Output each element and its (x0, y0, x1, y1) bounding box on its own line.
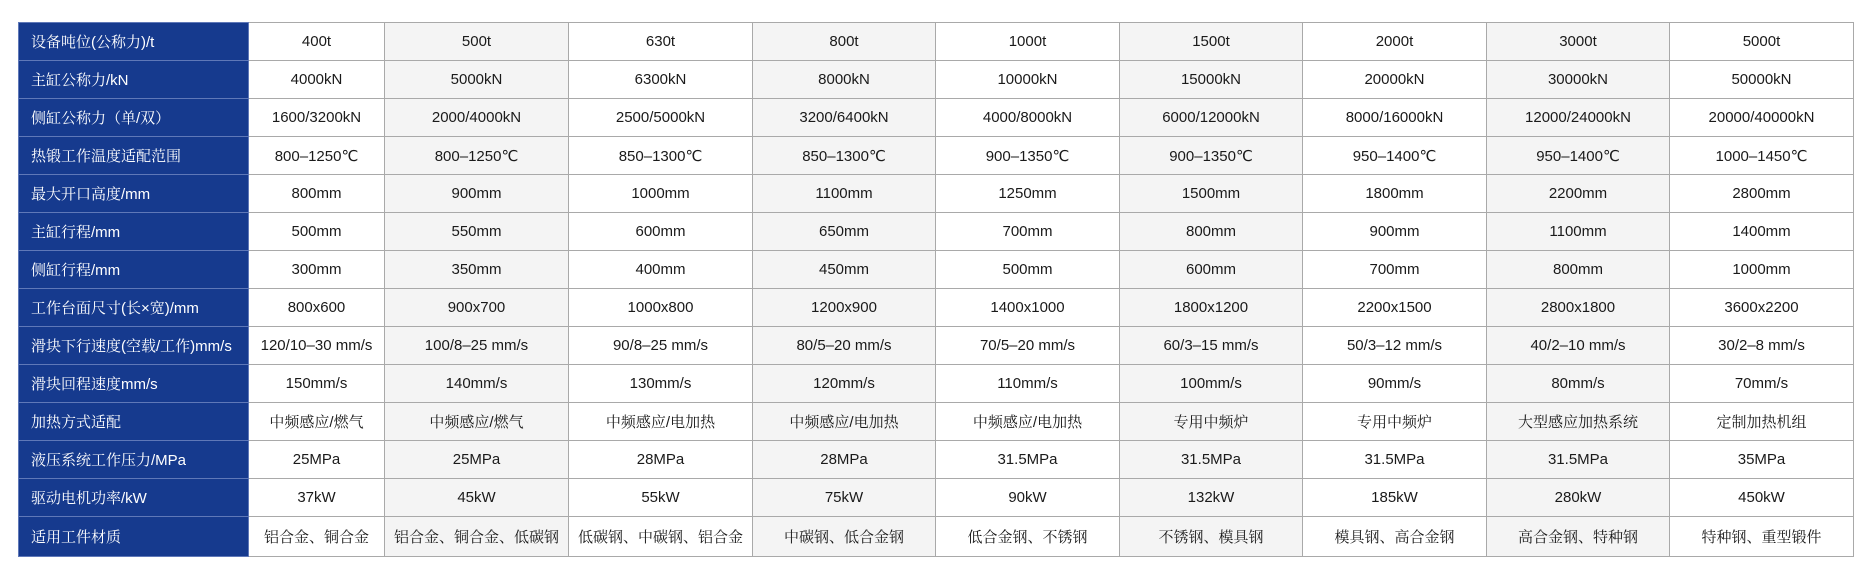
table-cell: 500mm (936, 251, 1120, 289)
table-cell: 900x700 (385, 289, 569, 327)
table-cell: 1800x1200 (1120, 289, 1303, 327)
table-cell: 30000kN (1487, 61, 1670, 99)
table-cell: 低碳钢、中碳钢、铝合金 (569, 517, 753, 557)
table-cell: 1400x1000 (936, 289, 1120, 327)
table-cell: 2000t (1303, 23, 1487, 61)
table-cell: 1000t (936, 23, 1120, 61)
table-cell: 1000–1450℃ (1670, 137, 1854, 175)
table-cell: 1000x800 (569, 289, 753, 327)
table-row (19, 251, 1854, 289)
table-row (19, 23, 1854, 61)
table-cell: 700mm (936, 213, 1120, 251)
table-cell: 950–1400℃ (1303, 137, 1487, 175)
table-row (19, 365, 1854, 403)
table-cell: 550mm (385, 213, 569, 251)
row-label: 工作台面尺寸(长×宽)/mm (19, 289, 249, 327)
table-cell: 8000kN (753, 61, 936, 99)
table-cell: 5000t (1670, 23, 1854, 61)
table-cell: 1500t (1120, 23, 1303, 61)
table-cell: 1000mm (569, 175, 753, 213)
table-row (19, 99, 1854, 137)
table-cell: 630t (569, 23, 753, 61)
table-row (19, 137, 1854, 175)
table-cell: 600mm (569, 213, 753, 251)
table-cell: 31.5MPa (1303, 441, 1487, 479)
table-cell: 定制加热机组 (1670, 403, 1854, 441)
table-row (19, 61, 1854, 99)
table-cell: 3200/6400kN (753, 99, 936, 137)
table-cell: 110mm/s (936, 365, 1120, 403)
table-cell: 20000kN (1303, 61, 1487, 99)
table-cell: 10000kN (936, 61, 1120, 99)
row-label: 适用工件材质 (19, 517, 249, 557)
table-cell: 2500/5000kN (569, 99, 753, 137)
table-cell: 300mm (249, 251, 385, 289)
table-cell: 2800x1800 (1487, 289, 1670, 327)
table-cell: 4000/8000kN (936, 99, 1120, 137)
table-cell: 12000/24000kN (1487, 99, 1670, 137)
table-cell: 130mm/s (569, 365, 753, 403)
table-row (19, 289, 1854, 327)
table-cell: 1100mm (1487, 213, 1670, 251)
table-cell: 900mm (385, 175, 569, 213)
table-cell: 专用中频炉 (1120, 403, 1303, 441)
table-cell: 1200x900 (753, 289, 936, 327)
table-cell: 2000/4000kN (385, 99, 569, 137)
table-cell: 4000kN (249, 61, 385, 99)
table-cell: 1400mm (1670, 213, 1854, 251)
table-cell: 60/3–15 mm/s (1120, 327, 1303, 365)
table-cell: 100mm/s (1120, 365, 1303, 403)
table-cell: 132kW (1120, 479, 1303, 517)
table-cell: 高合金钢、特种钢 (1487, 517, 1670, 557)
table-cell: 70/5–20 mm/s (936, 327, 1120, 365)
table-cell: 900–1350℃ (936, 137, 1120, 175)
table-cell: 专用中频炉 (1303, 403, 1487, 441)
table-cell: 950–1400℃ (1487, 137, 1670, 175)
table-cell: 800t (753, 23, 936, 61)
table-cell: 铝合金、铜合金、低碳钢 (385, 517, 569, 557)
table-cell: 1100mm (753, 175, 936, 213)
table-cell: 中频感应/电加热 (753, 403, 936, 441)
table-cell: 80mm/s (1487, 365, 1670, 403)
row-label: 驱动电机功率/kW (19, 479, 249, 517)
table-cell: 15000kN (1120, 61, 1303, 99)
table-cell: 800mm (249, 175, 385, 213)
table-cell: 特种钢、重型锻件 (1670, 517, 1854, 557)
table-cell: 1000mm (1670, 251, 1854, 289)
row-label: 侧缸行程/mm (19, 251, 249, 289)
row-label: 主缸行程/mm (19, 213, 249, 251)
table-cell: 3000t (1487, 23, 1670, 61)
table-cell: 600mm (1120, 251, 1303, 289)
table-cell: 3600x2200 (1670, 289, 1854, 327)
table-cell: 30/2–8 mm/s (1670, 327, 1854, 365)
table-cell: 90mm/s (1303, 365, 1487, 403)
table-cell: 6000/12000kN (1120, 99, 1303, 137)
table-cell: 280kW (1487, 479, 1670, 517)
table-cell: 中频感应/燃气 (385, 403, 569, 441)
table-cell: 150mm/s (249, 365, 385, 403)
table-cell: 31.5MPa (1487, 441, 1670, 479)
table-row (19, 479, 1854, 517)
table-row (19, 175, 1854, 213)
table-cell: 900mm (1303, 213, 1487, 251)
table-cell: 90kW (936, 479, 1120, 517)
table-cell: 500t (385, 23, 569, 61)
table-row (19, 517, 1854, 557)
table-cell: 2200mm (1487, 175, 1670, 213)
table-cell: 800mm (1120, 213, 1303, 251)
table-cell: 800–1250℃ (385, 137, 569, 175)
table-cell: 28MPa (753, 441, 936, 479)
row-label: 设备吨位(公称力)/t (19, 23, 249, 61)
table-cell: 140mm/s (385, 365, 569, 403)
table-cell: 800mm (1487, 251, 1670, 289)
table-cell: 100/8–25 mm/s (385, 327, 569, 365)
table-cell: 35MPa (1670, 441, 1854, 479)
table-cell: 45kW (385, 479, 569, 517)
table-cell: 28MPa (569, 441, 753, 479)
table-cell: 25MPa (385, 441, 569, 479)
row-label: 滑块回程速度mm/s (19, 365, 249, 403)
table-cell: 450mm (753, 251, 936, 289)
spec-table (18, 22, 1854, 557)
row-label: 主缸公称力/kN (19, 61, 249, 99)
table-row (19, 213, 1854, 251)
table-cell: 400mm (569, 251, 753, 289)
table-cell: 850–1300℃ (753, 137, 936, 175)
row-label: 加热方式适配 (19, 403, 249, 441)
table-cell: 中频感应/电加热 (569, 403, 753, 441)
table-cell: 650mm (753, 213, 936, 251)
table-cell: 50000kN (1670, 61, 1854, 99)
table-cell: 120/10–30 mm/s (249, 327, 385, 365)
table-cell: 模具钢、高合金钢 (1303, 517, 1487, 557)
table-cell: 不锈钢、模具钢 (1120, 517, 1303, 557)
row-label: 侧缸公称力（单/双） (19, 99, 249, 137)
table-cell: 450kW (1670, 479, 1854, 517)
table-cell: 90/8–25 mm/s (569, 327, 753, 365)
table-cell: 20000/40000kN (1670, 99, 1854, 137)
table-cell: 中频感应/燃气 (249, 403, 385, 441)
table-cell: 80/5–20 mm/s (753, 327, 936, 365)
table-cell: 350mm (385, 251, 569, 289)
table-cell: 500mm (249, 213, 385, 251)
table-cell: 120mm/s (753, 365, 936, 403)
table-cell: 800–1250℃ (249, 137, 385, 175)
table-cell: 185kW (1303, 479, 1487, 517)
table-cell: 37kW (249, 479, 385, 517)
table-cell: 40/2–10 mm/s (1487, 327, 1670, 365)
table-cell: 800x600 (249, 289, 385, 327)
table-cell: 8000/16000kN (1303, 99, 1487, 137)
row-label: 热锻工作温度适配范围 (19, 137, 249, 175)
table-cell: 700mm (1303, 251, 1487, 289)
table-cell: 31.5MPa (936, 441, 1120, 479)
table-cell: 55kW (569, 479, 753, 517)
table-cell: 2800mm (1670, 175, 1854, 213)
table-row (19, 403, 1854, 441)
table-cell: 1600/3200kN (249, 99, 385, 137)
table-row (19, 441, 1854, 479)
table-cell: 75kW (753, 479, 936, 517)
row-label: 最大开口高度/mm (19, 175, 249, 213)
table-cell: 70mm/s (1670, 365, 1854, 403)
table-cell: 31.5MPa (1120, 441, 1303, 479)
table-cell: 5000kN (385, 61, 569, 99)
table-cell: 大型感应加热系统 (1487, 403, 1670, 441)
row-label: 滑块下行速度(空载/工作)mm/s (19, 327, 249, 365)
table-cell: 900–1350℃ (1120, 137, 1303, 175)
table-cell: 1250mm (936, 175, 1120, 213)
row-label: 液压系统工作压力/MPa (19, 441, 249, 479)
table-cell: 50/3–12 mm/s (1303, 327, 1487, 365)
table-cell: 1500mm (1120, 175, 1303, 213)
table-cell: 6300kN (569, 61, 753, 99)
table-cell: 中频感应/电加热 (936, 403, 1120, 441)
table-cell: 中碳钢、低合金钢 (753, 517, 936, 557)
table-cell: 850–1300℃ (569, 137, 753, 175)
table-cell: 25MPa (249, 441, 385, 479)
table-cell: 低合金钢、不锈钢 (936, 517, 1120, 557)
table-cell: 2200x1500 (1303, 289, 1487, 327)
table-cell: 铝合金、铜合金 (249, 517, 385, 557)
table-cell: 1800mm (1303, 175, 1487, 213)
table-cell: 400t (249, 23, 385, 61)
table-row (19, 327, 1854, 365)
